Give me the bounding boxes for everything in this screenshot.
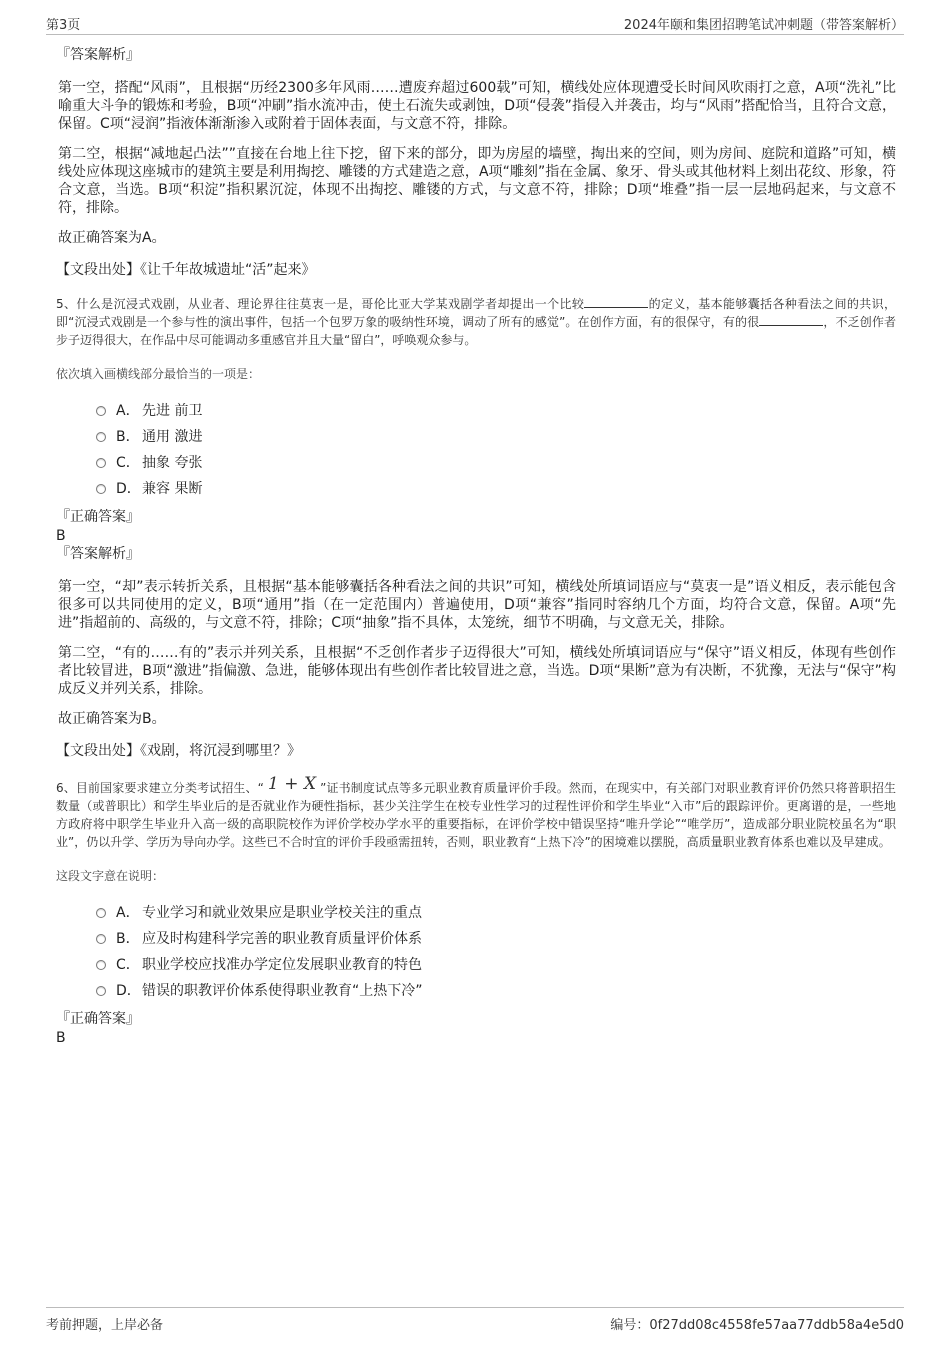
radio-icon[interactable]	[96, 432, 106, 442]
page-number: 第3页	[46, 18, 81, 33]
option-text: 职业学校应找准办学定位发展职业教育的特色	[142, 957, 422, 973]
option-letter: D．	[116, 983, 141, 999]
document-id: 编号：0f27dd08c4558fe57aa77ddb58a4e5d0	[610, 1318, 904, 1333]
analysis-label: 『答案解析』	[56, 546, 140, 562]
page-content	[56, 46, 896, 1047]
radio-icon[interactable]	[96, 484, 106, 494]
option-text: 通用 激进	[142, 429, 203, 445]
option-text: 兼容 果断	[142, 481, 203, 497]
question-text	[56, 774, 896, 851]
radio-icon[interactable]	[96, 458, 106, 468]
radio-icon[interactable]	[96, 908, 106, 918]
q4-analysis	[56, 46, 896, 279]
option-letter: A．	[116, 403, 140, 419]
footer-slogan: 考前押题，上岸必备	[46, 1318, 164, 1333]
question-text-part: 6、目前国家要求建立分类考试招生、“	[56, 781, 264, 795]
page-footer	[46, 1307, 904, 1333]
math-formula: 1 + X	[267, 774, 317, 794]
option-d[interactable]	[96, 978, 896, 1004]
radio-icon[interactable]	[96, 406, 106, 416]
option-list	[56, 398, 896, 502]
option-letter: A．	[116, 905, 140, 921]
question-prompt: 依次填入画横线部分最恰当的一项是：	[56, 367, 261, 381]
option-letter: C．	[116, 455, 140, 471]
fill-blank	[584, 295, 648, 308]
option-letter: C．	[116, 957, 140, 973]
answer-label: 『正确答案』	[56, 1011, 140, 1027]
option-text: 先进 前卫	[142, 403, 203, 419]
source-citation: 【文段出处】《戏剧，将沉浸到哪里？》	[56, 743, 301, 759]
source-citation: 【文段出处】《让千年故城遗址“活”起来》	[56, 262, 316, 278]
radio-icon[interactable]	[96, 934, 106, 944]
option-text: 专业学习和就业效果应是职业学校关注的重点	[142, 905, 422, 921]
correct-answer: B	[56, 1030, 66, 1046]
option-a[interactable]	[96, 900, 896, 926]
correct-answer: B	[56, 528, 66, 544]
analysis-paragraph: 第一空，搭配“风雨”，且根据“历经2300多年风雨……遭废弃超过600载”可知，横线处应体现遭受长时间风吹雨打之意，A项“洗礼”比喻重大斗争的锻炼和考验，B项“冲刷”指水流冲击，使土石流失或剥蚀，D项“侵袭”指侵入并袭击，均与“风雨”搭配恰当，且符合文意，保留。C项“浸润”指液体渐渐渗入或附着于固体表面，与文意不符，排除。	[58, 80, 896, 132]
option-letter: D．	[116, 481, 141, 497]
radio-icon[interactable]	[96, 960, 106, 970]
question-text-part: 的定义，基本能够囊括各种看法之间的共识，即“沉浸式戏剧是一个参与性的演出事件，包括一个包罗万象的吸纳性环境，调动了所有的感觉”。在创作方面，有的很保守，有的很	[56, 297, 896, 329]
question-text-part: ”证书制度试点等多元职业教育质量评价手段。然而，在现实中，有关部门对职业教育评价仍然只将普职招生数量（或普职比）和学生毕业后的是否就业作为硬性指标，甚少关注学生在校专业性学习的过程性评价和学生毕业“入市”后的跟踪评价。更离谱的是，一些地方政府将中职学生毕业升入高一级的高职院校作为评价学校办学水平的重要指标，在评价学校中错误坚持“唯升学论”“唯学历”，造成部分职业院校虽名为“职业”，仍以升学、学历为导向办学。这些已不合时宜的评价手段亟需扭转，否则，职业教育“上热下冷”的困境难以摆脱，高质量职业教育体系也难以及早建成。	[56, 781, 896, 849]
option-letter: B．	[116, 931, 140, 947]
option-d[interactable]	[96, 476, 896, 502]
option-letter: B．	[116, 429, 140, 445]
question-text-part: 5、什么是沉浸式戏剧，从业者、理论界往往莫衷一是，哥伦比亚大学某戏剧学者却提出一个比较	[56, 297, 585, 311]
option-a[interactable]	[96, 398, 896, 424]
option-text: 应及时构建科学完善的职业教育质量评价体系	[142, 931, 422, 947]
option-b[interactable]	[96, 926, 896, 952]
analysis-conclusion: 故正确答案为B。	[58, 711, 166, 727]
analysis-paragraph: 第二空，根据“减地起凸法””直接在台地上往下挖，留下来的部分，即为房屋的墙壁，掏出来的空间，则为房间、庭院和道路”可知，横线处应体现这座城市的建筑主要是利用掏挖、雕镂的方式建造之意，A项“雕刻”指在金属、象牙、骨头或其他材料上刻出花纹、形象，符合文意，当选。B项“积淀”指积累沉淀，体现不出掏挖、雕镂的方式，与文意不符，排除；D项“堆叠”指一层一层地码起来，与文意不符，排除。	[58, 146, 896, 216]
option-list	[56, 900, 896, 1004]
analysis-conclusion: 故正确答案为A。	[58, 230, 166, 246]
analysis-label: 『答案解析』	[56, 47, 140, 63]
question-5	[56, 295, 896, 760]
option-c[interactable]	[96, 952, 896, 978]
question-6	[56, 774, 896, 1047]
option-b[interactable]	[96, 424, 896, 450]
question-text	[56, 295, 896, 349]
option-c[interactable]	[96, 450, 896, 476]
option-text: 错误的职教评价体系使得职业教育“上热下冷”	[142, 983, 423, 999]
document-title: 2024年颐和集团招聘笔试冲刺题（带答案解析）	[623, 18, 904, 33]
analysis-paragraph: 第二空，“有的……有的”表示并列关系，且根据“不乏创作者步子迈得很大”可知，横线处所填词语应与“保守”语义相反，体现有些创作者比较冒进，B项“激进”指偏激、急进，能够体现出有些创作者比较冒进之意，当选。D项“果断”意为有决断，不犹豫，无法与“保守”构成反义并列关系，排除。	[58, 645, 896, 697]
radio-icon[interactable]	[96, 986, 106, 996]
question-prompt: 这段文字意在说明：	[56, 869, 165, 883]
fill-blank	[759, 313, 823, 326]
analysis-paragraph: 第一空，“却”表示转折关系，且根据“基本能够囊括各种看法之间的共识”可知，横线处所填词语应与“莫衷一是”语义相反，表示能包含很多可以共同使用的定义，B项“通用”指（在一定范围内）普遍使用，D项“兼容”指同时容纳几个方面，均符合文意，保留。A项“先进”指超前的、高级的，与文意不符，排除；C项“抽象”指不具体，太笼统，细节不明确，与文意无关，排除。	[58, 579, 896, 631]
question-text-part: ，不乏创作者步子迈得很大，在作品中尽可能调动多重感官并且大量“留白”，呼唤观众参与。	[56, 315, 896, 347]
option-text: 抽象 夸张	[142, 455, 203, 471]
page-header	[46, 14, 904, 35]
answer-label: 『正确答案』	[56, 509, 140, 525]
